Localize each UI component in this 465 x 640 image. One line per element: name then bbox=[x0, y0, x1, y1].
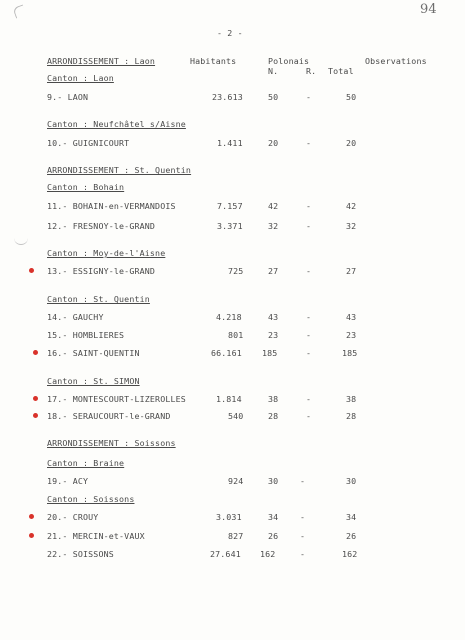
r-value: - bbox=[306, 266, 312, 276]
red-marker-dot bbox=[33, 350, 38, 355]
page-number: - 2 - bbox=[217, 28, 243, 38]
total-value: 32 bbox=[346, 221, 357, 231]
habitants-value: 801 bbox=[228, 330, 244, 340]
habitants-value: 23.613 bbox=[212, 92, 243, 102]
red-marker-dot bbox=[33, 396, 38, 401]
arrondissement-laon-heading: ARRONDISSEMENT : Laon bbox=[47, 56, 156, 66]
archive-number: 94 bbox=[420, 2, 437, 17]
habitants-value: 1.814 bbox=[216, 394, 242, 404]
total-value: 50 bbox=[346, 92, 357, 102]
total-value: 30 bbox=[346, 476, 357, 486]
folded-corner-mark bbox=[12, 4, 26, 18]
habitants-value: 1.411 bbox=[217, 138, 243, 148]
n-value: 27 bbox=[268, 266, 279, 276]
n-header: N. bbox=[268, 66, 279, 76]
canton-heading: Canton : Laon bbox=[47, 73, 114, 83]
canton-heading: Canton : Bohain bbox=[47, 182, 125, 192]
commune-name: 10.- GUIGNICOURT bbox=[47, 138, 130, 148]
r-value: - bbox=[306, 92, 312, 102]
r-value: - bbox=[300, 476, 306, 486]
r-value: - bbox=[300, 512, 306, 522]
r-value: - bbox=[306, 348, 312, 358]
total-value: 20 bbox=[346, 138, 357, 148]
canton-heading: Canton : St. Quentin bbox=[47, 294, 150, 304]
n-value: 185 bbox=[262, 348, 278, 358]
commune-name: 14.- GAUCHY bbox=[47, 312, 104, 322]
r-value: - bbox=[306, 312, 312, 322]
total-value: 28 bbox=[346, 411, 357, 421]
commune-name: 19.- ACY bbox=[47, 476, 89, 486]
red-marker-dot bbox=[29, 268, 34, 273]
r-value: - bbox=[300, 531, 306, 541]
n-value: 162 bbox=[260, 549, 276, 559]
n-value: 23 bbox=[268, 330, 279, 340]
total-value: 26 bbox=[346, 531, 357, 541]
commune-name: 21.- MERCIN-et-VAUX bbox=[47, 531, 145, 541]
total-header: Total bbox=[328, 66, 354, 76]
n-value: 34 bbox=[268, 512, 279, 522]
commune-name: 9.- LAON bbox=[47, 92, 89, 102]
habitants-value: 827 bbox=[228, 531, 244, 541]
total-value: 162 bbox=[342, 549, 358, 559]
n-value: 26 bbox=[268, 531, 279, 541]
r-value: - bbox=[306, 201, 312, 211]
n-value: 28 bbox=[268, 411, 279, 421]
canton-heading: Canton : Braine bbox=[47, 458, 125, 468]
habitants-value: 540 bbox=[228, 411, 244, 421]
habitants-value: 7.157 bbox=[217, 201, 243, 211]
r-value: - bbox=[300, 549, 306, 559]
commune-name: 15.- HOMBLIERES bbox=[47, 330, 125, 340]
habitants-value: 3.031 bbox=[216, 512, 242, 522]
n-value: 38 bbox=[268, 394, 279, 404]
habitants-value: 725 bbox=[228, 266, 244, 276]
habitants-value: 3.371 bbox=[217, 221, 243, 231]
r-value: - bbox=[306, 221, 312, 231]
habitants-header: Habitants bbox=[190, 56, 237, 66]
total-value: 34 bbox=[346, 512, 357, 522]
r-header: R. bbox=[306, 66, 317, 76]
n-value: 32 bbox=[268, 221, 279, 231]
total-value: 185 bbox=[342, 348, 358, 358]
n-value: 43 bbox=[268, 312, 279, 322]
habitants-value: 924 bbox=[228, 476, 244, 486]
polonais-header: Polonais bbox=[268, 56, 310, 66]
canton-heading: Canton : St. SIMON bbox=[47, 376, 140, 386]
commune-name: 22.- SOISSONS bbox=[47, 549, 114, 559]
r-value: - bbox=[306, 330, 312, 340]
red-marker-dot bbox=[33, 413, 38, 418]
commune-name: 11.- BOHAIN-en-VERMANDOIS bbox=[47, 201, 176, 211]
commune-name: 13.- ESSIGNY-le-GRAND bbox=[47, 266, 156, 276]
r-value: - bbox=[306, 138, 312, 148]
n-value: 20 bbox=[268, 138, 279, 148]
arrondissement-heading: ARRONDISSEMENT : Soissons bbox=[47, 438, 176, 448]
habitants-value: 66.161 bbox=[211, 348, 242, 358]
habitants-value: 27.641 bbox=[210, 549, 241, 559]
total-value: 38 bbox=[346, 394, 357, 404]
r-value: - bbox=[306, 394, 312, 404]
red-marker-dot bbox=[29, 533, 34, 538]
canton-heading: Canton : Soissons bbox=[47, 494, 135, 504]
habitants-value: 4.218 bbox=[216, 312, 242, 322]
total-value: 23 bbox=[346, 330, 357, 340]
commune-name: 17.- MONTESCOURT-LIZEROLLES bbox=[47, 394, 186, 404]
commune-name: 18.- SERAUCOURT-le-GRAND bbox=[47, 411, 171, 421]
commune-name: 16.- SAINT-QUENTIN bbox=[47, 348, 140, 358]
commune-name: 20.- CROUY bbox=[47, 512, 99, 522]
n-value: 50 bbox=[268, 92, 279, 102]
red-marker-dot bbox=[29, 514, 34, 519]
n-value: 42 bbox=[268, 201, 279, 211]
observations-header: Observations bbox=[365, 56, 427, 66]
canton-heading: Canton : Neufchâtel s/Aisne bbox=[47, 119, 186, 129]
canton-heading: Canton : Moy-de-l'Aisne bbox=[47, 248, 166, 258]
arrondissement-heading: ARRONDISSEMENT : St. Quentin bbox=[47, 165, 192, 175]
r-value: - bbox=[306, 411, 312, 421]
total-value: 43 bbox=[346, 312, 357, 322]
total-value: 27 bbox=[346, 266, 357, 276]
punch-hole-mark bbox=[14, 236, 28, 245]
total-value: 42 bbox=[346, 201, 357, 211]
commune-name: 12.- FRESNOY-le-GRAND bbox=[47, 221, 156, 231]
n-value: 30 bbox=[268, 476, 279, 486]
